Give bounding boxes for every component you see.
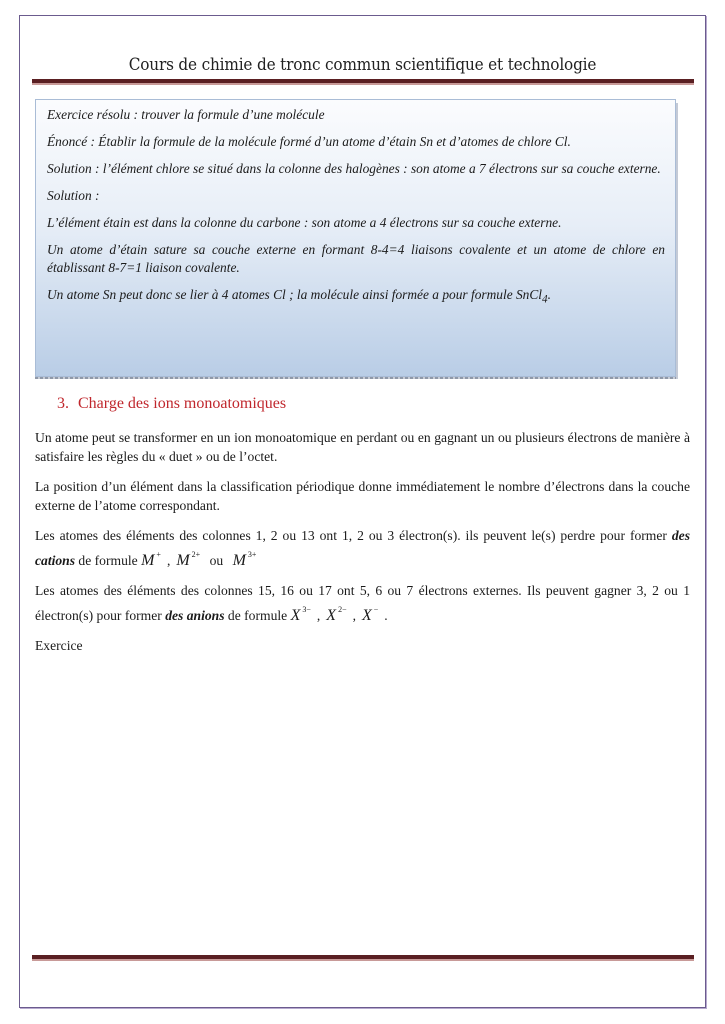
exercise-solution-chlorine: Solution : l’élément chlore se situé dans la colonne des halogènes : son atome a 7 électrons sur sa couche externe. <box>47 161 661 176</box>
section-heading <box>57 395 286 413</box>
formula-charge: 2+ <box>191 550 201 559</box>
formula-separator: , <box>316 608 321 623</box>
formula-symbol: X <box>290 607 301 624</box>
formula-symbol: M <box>232 552 246 569</box>
cations-text-mid: de formule <box>75 553 142 568</box>
cations-emphasis: des cations <box>35 528 690 568</box>
formula-charge: 2− <box>338 605 347 614</box>
formula-conjunction: ou <box>209 553 224 568</box>
cations-text: Les atomes des éléments des colonnes 1, 2 ou 13 ont 1, 2 ou 3 électron(s). ils peuvent le(s) perdre pour former <box>35 528 672 543</box>
formula-cation-2 <box>176 552 200 569</box>
header-rule-thin <box>32 83 694 85</box>
formula-charge: − <box>373 605 379 614</box>
formula-cation-3 <box>233 552 257 569</box>
conclusion-text: Un atome Sn peut donc se lier à 4 atomes Cl ; la molécule ainsi formée a pour formule SnCl <box>47 287 543 302</box>
formula-symbol: X <box>326 607 337 624</box>
formula-symbol: X <box>362 607 372 624</box>
paragraph-exercise-label: Exercice <box>35 638 83 653</box>
exercise-solution-tin: L’élément étain est dans la colonne du carbone : son atome a 4 électrons sur sa couche externe. <box>47 215 562 230</box>
formula-separator: , <box>352 608 356 623</box>
formula-charge: + <box>156 550 161 559</box>
exercise-solution-label: Solution : <box>47 188 100 203</box>
formula-cation-1 <box>141 552 161 569</box>
body-content <box>35 428 690 666</box>
anions-text: Les atomes des éléments des colonnes 15, 16 ou 17 ont 5, 6 ou 7 électrons externes. Ils peuvent gagner 3, 2 ou 1 électron(s) pour former <box>35 583 690 623</box>
exercise-statement: Énoncé : Établir la formule de la molécule formé d’un atome d’étain Sn et d’atomes de chlore Cl. <box>47 134 571 149</box>
formula-anion-1 <box>291 607 311 624</box>
formula-charge: 3+ <box>247 550 257 559</box>
section-title-text: Charge des ions monoatomiques <box>78 395 287 412</box>
anions-emphasis: des anions <box>165 608 225 623</box>
footer-rule-thin <box>32 959 694 961</box>
formula-anion-3 <box>362 607 378 624</box>
paragraph-ion-transformation: Un atome peut se transformer en un ion monoatomique en perdant ou en gagnant un ou plusieurs électrons de manière à satisfaire les règles du « duet » ou de l’octet. <box>35 430 690 464</box>
paragraph-periodic-position: La position d’un élément dans la classification périodique donne immédiatement le nombre d’électrons dans la couche externe de l’atome correspondant. <box>35 479 690 513</box>
header-rule <box>32 79 694 85</box>
conclusion-end: . <box>547 287 551 302</box>
sentence-end: . <box>384 608 388 623</box>
exercise-title: Exercice résolu : trouver la formule d’une molécule <box>47 107 325 122</box>
exercise-solution-bonds: Un atome d’étain sature sa couche externe en formant 8-4=4 liaisons covalente et un atome de chlore en établissant 8-7=1 liaison covalente. <box>47 242 665 275</box>
formula-separator: , <box>166 553 171 568</box>
formula-symbol: M <box>141 552 155 569</box>
anions-text-mid: de formule <box>224 608 291 623</box>
footer-rule <box>32 955 694 961</box>
solved-exercise-box <box>35 99 676 377</box>
formula-anion-2 <box>326 607 346 624</box>
formula-symbol: M <box>176 552 190 569</box>
section-number: 3. <box>57 395 69 412</box>
paragraph-anions <box>35 581 690 625</box>
formula-charge: 3− <box>302 605 311 614</box>
formula-subscript: 4 <box>542 293 548 306</box>
paragraph-cations <box>35 526 690 570</box>
exercise-conclusion <box>47 286 665 309</box>
page-header-title: Cours de chimie de tronc commun scientifique et technologie <box>128 55 597 75</box>
